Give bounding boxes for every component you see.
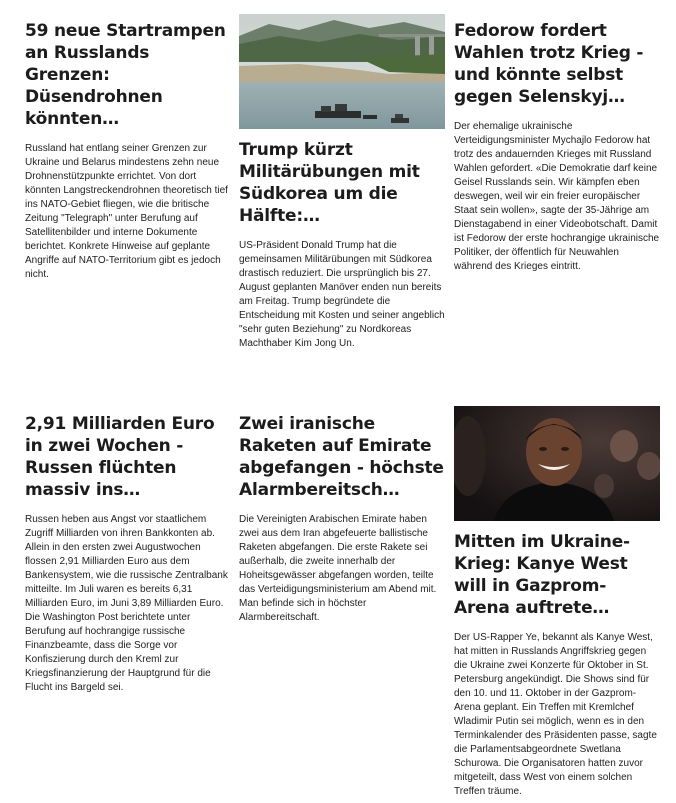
article-card-fedorow[interactable] [454, 20, 660, 274]
article-image-military-boats[interactable] [239, 14, 445, 129]
article-title[interactable]: Fedorow fordert Wahlen trotz Krieg - und könnte selbst gegen Selenskyj… [454, 21, 644, 107]
article-card-russian-bank-withdrawals[interactable] [25, 413, 231, 695]
article-card-kanye-west[interactable] [454, 406, 660, 799]
article-summary: Die Vereinigten Arabischen Emirate haben zwei aus dem Iran abgefeuerte ballistische Raketen abgefangen. Die erste Rakete sei außerhalb, die zweite innerhalb der Hoheitsgewässer abgefangen worden, teilte das Verteidigungsministerium am Abend mit. Man befinde sich in höchster Alarmbereitschaft. [239, 514, 437, 623]
article-card-drones[interactable] [25, 20, 231, 282]
article-title[interactable]: Mitten im Ukraine-Krieg: Kanye West will in Gazprom-Arena auftrete… [454, 532, 630, 618]
article-image-kanye-west[interactable] [454, 406, 660, 521]
article-title[interactable]: 2,91 Milliarden Euro in zwei Wochen - Russen flüchten massiv ins… [25, 414, 215, 500]
article-summary: US-Präsident Donald Trump hat die gemeinsamen Militärübungen mit Südkorea drastisch reduziert. Die ursprünglich bis 27. August geplanten Manöver enden nun bereits am Freitag. Trump begründete die Entscheidung mit Kosten und seiner angeblich "sehr guten Beziehung" zu Nordkoreas Machthaber Kim Jong Un. [239, 240, 445, 349]
article-summary: Russland hat entlang seiner Grenzen zur Ukraine und Belarus mindestens zehn neue Drohnenstützpunkte errichtet. Von dort könnten Langstreckendrohnen theoretisch tief ins NATO-Gebiet fliegen, wie die britische Zeitung "Telegraph" unter Berufung auf Satellitenbilder und interne Dokumente berichtet. Konkrete Hinweise auf geplante Angriffe auf NATO-Territorium gibt es jedoch nicht. [25, 143, 228, 280]
article-title[interactable]: 59 neue Startrampen an Russlands Grenzen: Düsendrohnen könnten… [25, 21, 226, 129]
article-summary: Der ehemalige ukrainische Verteidigungsminister Mychajlo Fedorow hat trotz des andauernden Krieges mit Russland Wahlen gefordert. «Die Demokratie darf keine Geisel Russlands sein. Wir kämpfen eben deswegen, weil wir ein freier europäischer Staat sein wollen», sagte der 35-Jährige am Dienstagabend in einer Videobotschaft. Damit ist Fedorow der erste hochrangige ukrainische Politiker, der öffentlich für Neuwahlen während des Krieges eintritt. [454, 121, 660, 272]
article-card-trump-korea[interactable] [239, 14, 445, 351]
article-title[interactable]: Trump kürzt Militärübungen mit Südkorea um die Hälfte:… [239, 140, 420, 226]
article-card-iran-missiles[interactable] [239, 413, 445, 625]
article-title[interactable]: Zwei iranische Raketen auf Emirate abgefangen - höchste Alarmbereitsch… [239, 414, 444, 500]
article-summary: Russen heben aus Angst vor staatlichem Zugriff Milliarden von ihren Bankkonten ab. Allein in den ersten zwei Augustwochen flossen 2,91 Milliarden Euro aus dem Bankensystem, wie die russische Zentralbank mitteilte. Im Juli waren es bereits 6,31 Milliarden Euro, im Juni 3,89 Milliarden Euro. Die Washington Post berichtete unter Berufung auf hochrangige russische Finanzbeamte, dass die Sorge vor Konfiszierung durch den Kreml zur Kriegsfinanzierung der Hauptgrund für die Flucht ins Bargeld sei. [25, 514, 228, 693]
article-summary: Der US-Rapper Ye, bekannt als Kanye West, hat mitten in Russlands Angriffskrieg gegen die Ukraine zwei Konzerte für Oktober in St. Petersburg angekündigt. Die Shows sind für den 10. und 11. Oktober in der Gazprom-Arena geplant. Ein Treffen mit Kremlchef Wladimir Putin sei möglich, wenn es in den Terminkalender des Präsidenten passe, sagte die Parlamentsabgeordnete Swetlana Schurowa. Die Organisatoren hatten zuvor mitgeteilt, dass West von einem solchen Treffen träume. [454, 632, 657, 797]
